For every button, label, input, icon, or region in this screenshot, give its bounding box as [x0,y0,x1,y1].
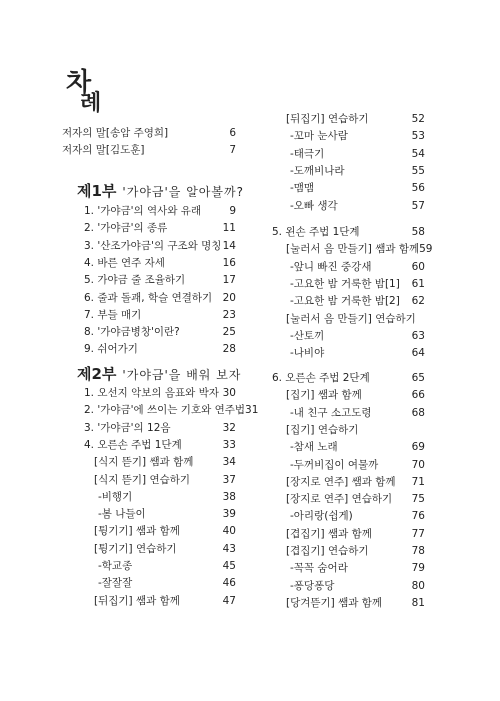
toc-entry-title: [집기] 쌤과 함께 [286,389,362,402]
toc-entry-title: 4. 바른 연주 자세 [84,256,165,269]
toc-entry [272,579,425,593]
toc-entry-title: -잘잘잘 [98,577,133,590]
toc-entry-title: 9. 쉬어가기 [84,343,138,356]
toc-entry [84,291,236,305]
part-label: 제2부 [77,365,117,383]
toc-entry-page: 80 [411,579,425,592]
toc-entry-title: [뒤집기] 쌤과 함께 [94,594,180,607]
toc-entry-page: 59 [419,243,433,256]
toc-entry-page: 43 [222,542,236,555]
toc-entry-page: 45 [222,560,236,572]
toc-entry-title: [식지 뜯기] 쌤과 함께 [94,456,194,469]
toc-entry [272,147,425,161]
toc-entry-page: 39 [222,508,236,521]
toc-entry [272,329,425,343]
toc-entry-page: 54 [411,147,425,160]
toc-entry [84,524,236,538]
toc-entry-title: [튕기기] 연습하기 [94,542,177,555]
toc-entry [84,273,236,287]
toc-entry-title: 6. 오른손 주법 2단계 [272,372,370,384]
toc-entry-page: 25 [222,326,236,339]
toc-entry-title: -퐁당퐁당 [290,579,335,592]
toc-entry-title: -내 친구 소고도령 [290,406,372,419]
part-label: 제1부 [77,182,117,200]
toc-entry [272,475,425,489]
toc-entry-title: -산토끼 [290,329,325,342]
toc-entry [272,225,425,239]
toc-entry [272,312,425,326]
toc-entry-title: 6. 줄과 돌괘, 학슬 연결하기 [84,291,213,304]
toc-entry-page: 33 [222,438,236,451]
toc-entry [272,492,425,506]
toc-entry [84,325,236,339]
toc-entry-title: -나비야 [290,347,325,360]
toc-entry-title: -꼭꼭 숨어라 [290,562,348,575]
part-subtitle: '가야금'을 배워 보자 [122,368,242,382]
toc-entry-page: 71 [411,475,425,488]
toc-entry-title: [장지로 연주] 연습하기 [286,493,393,506]
toc-entry-page: 81 [411,596,425,609]
toc-title-main: 차 [66,68,93,98]
toc-entry-title: [겹집기] 쌤과 함께 [286,527,372,540]
toc-entry-page: 70 [411,458,425,471]
toc-entry-title: 5. 가야금 줄 조율하기 [84,274,186,287]
toc-entry [62,126,236,140]
toc-entry [272,458,425,472]
toc-entry-title: 1. '가야금'의 역사와 유래 [84,205,202,217]
toc-entry [272,294,425,308]
toc-entry-page: 17 [222,274,236,287]
toc-entry [84,473,236,487]
toc-entry [62,143,236,157]
toc-entry-title: -고요한 밤 거룩한 밤[1] [290,277,400,290]
toc-entry [272,112,425,126]
toc-entry-page: 78 [411,545,425,557]
toc-entry-page: 46 [222,577,236,590]
toc-entry [84,403,259,417]
toc-entry-page: 65 [411,372,425,384]
toc-entry [272,199,425,213]
toc-entry-title: 8. '가야금병창'이란? [84,326,180,339]
toc-entry-title: -오빠 생각 [290,199,338,212]
toc-entry [84,542,236,556]
toc-entry-page: 68 [411,406,425,419]
toc-entry-page: 6 [229,127,236,139]
toc-entry [272,406,425,420]
toc-entry [84,490,236,504]
toc-entry-title: 7. 부들 매기 [84,308,142,321]
toc-entry-title: [집기] 연습하기 [286,423,359,436]
toc-entry [84,221,236,235]
part-heading [77,180,244,201]
part-subtitle: '가야금'을 알아볼까? [122,185,244,199]
toc-entry-title: -아리랑(쉽게) [290,510,353,523]
toc-entry-title: -앞니 빠진 중강새 [290,260,372,273]
toc-entry-title: -꼬마 눈사람 [290,130,348,143]
toc-entry-page: 14 [222,239,236,252]
toc-entry [84,421,236,435]
toc-entry [84,239,236,253]
toc-entry-title: -도깨비나라 [290,164,345,177]
toc-entry [272,277,425,291]
toc-entry-title: [뒤집기] 연습하기 [286,113,369,125]
toc-entry [272,346,425,360]
toc-entry [272,561,425,575]
toc-entry [84,342,236,356]
toc-entry [272,423,425,437]
toc-entry [84,594,236,608]
toc-entry-page: 75 [411,493,425,506]
toc-entry [272,509,425,523]
toc-entry-page: 66 [411,389,425,402]
toc-entry [272,164,425,178]
toc-entry [84,204,236,218]
toc-entry-page: 32 [222,421,236,434]
toc-entry-title: 3. '가야금'의 12음 [84,421,171,434]
toc-entry-title: [장지로 연주] 쌤과 함께 [286,475,396,488]
toc-entry-title: [당겨뜯기] 쌤과 함께 [286,596,383,609]
toc-entry-page: 64 [411,347,425,360]
toc-entry-page: 62 [411,295,425,308]
toc-entry-page: 60 [411,260,425,273]
toc-entry-page: 53 [411,130,425,143]
toc-entry [272,129,425,143]
toc-entry-page: 9 [229,205,236,217]
toc-entry [272,544,425,558]
toc-entry-page: 63 [411,329,425,342]
toc-entry-title: 2. '가야금'의 종류 [84,222,168,235]
toc-entry-page: 69 [411,441,425,454]
toc-entry-title: -비행기 [98,490,133,503]
toc-entry-title: [눌러서 음 만들기] 쌤과 함께 [286,243,420,256]
toc-entry [84,559,236,573]
toc-entry-page: 61 [411,277,425,290]
toc-entry-title: -두꺼비집이 여물까 [290,458,379,471]
part-heading [77,363,241,384]
toc-entry-page: 77 [411,527,425,540]
toc-entry-title: -태극기 [290,147,325,160]
toc-entry-page: 31 [245,404,259,417]
toc-entry-title: -고요한 밤 거룩한 밤[2] [290,295,400,308]
toc-entry-page: 52 [411,113,425,125]
toc-entry [272,440,425,454]
toc-entry-page: 34 [222,456,236,469]
toc-entry-title: 저자의 말[김도훈] [62,144,145,157]
toc-entry [84,507,236,521]
toc-entry-page: 38 [222,490,236,503]
toc-entry-page: 28 [222,343,236,356]
toc-entry-title: 5. 왼손 주법 1단계 [272,226,360,238]
toc-entry [272,181,425,195]
toc-entry [84,576,236,590]
toc-entry-page: 76 [411,510,425,523]
toc-entry-title: [튕기기] 쌤과 함께 [94,525,180,538]
toc-entry [272,596,425,610]
toc-entry [272,371,425,385]
toc-entry-title: [겹집기] 연습하기 [286,545,369,557]
toc-entry-title: -맴맴 [290,182,315,195]
toc-entry [272,242,433,256]
toc-entry-page: 58 [411,226,425,238]
toc-entry [272,388,425,402]
toc-entry-page: 23 [222,308,236,321]
toc-entry-title: [눌러서 음 만들기] 연습하기 [286,312,416,325]
toc-entry [84,256,236,270]
toc-entry-title: -참새 노래 [290,441,338,454]
toc-entry-page: 56 [411,182,425,195]
toc-entry-title: 2. '가야금'에 쓰이는 기호와 연주법 [84,404,246,417]
toc-entry [272,260,425,274]
toc-entry-page: 55 [411,164,425,177]
toc-entry-page: 30 [222,387,236,399]
toc-entry-page: 40 [222,525,236,538]
toc-title-sub: 례 [80,91,102,116]
toc-entry-page: 57 [411,199,425,212]
toc-entry-page: 79 [411,562,425,575]
toc-entry-title: 3. '산조가야금'의 구조와 명칭 [84,239,222,252]
toc-entry [84,438,236,452]
toc-entry [84,308,236,322]
toc-entry-page: 7 [229,144,236,157]
toc-entry-page: 37 [222,473,236,486]
toc-entry-title: 4. 오른손 주법 1단계 [84,438,182,451]
toc-entry-page: 16 [222,256,236,269]
toc-entry-title: 1. 오선지 악보의 음표와 박자 [84,387,219,399]
toc-entry-title: [식지 뜯기] 연습하기 [94,473,191,486]
toc-entry-page: 11 [222,222,236,235]
toc-entry [84,455,236,469]
toc-entry-title: -봄 나들이 [98,508,146,521]
toc-entry-title: -학교종 [98,560,133,572]
toc-entry-page: 20 [222,291,236,304]
toc-entry-title: 저자의 말[송암 주영희] [62,127,169,139]
toc-entry [272,527,425,541]
toc-entry-page: 47 [222,594,236,607]
toc-entry [84,386,236,400]
